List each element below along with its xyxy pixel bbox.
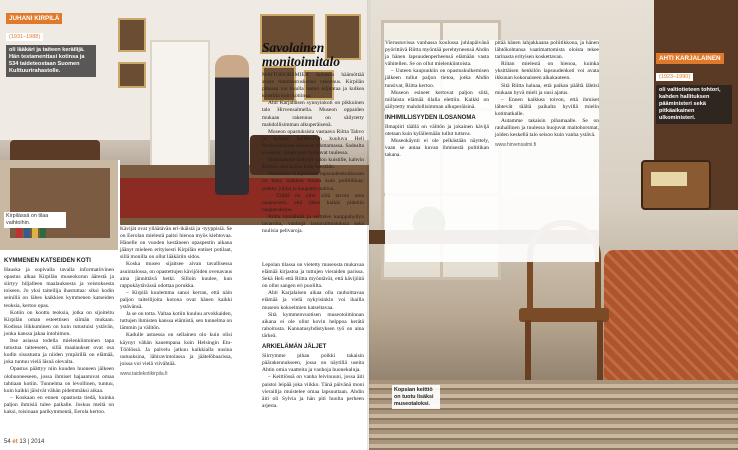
web-link[interactable]: www.taidekotikirpila.fi (120, 370, 168, 377)
paragraph: MAITOHORSMIEN lomassa häämöttää avara tummanruskeana rakennus. Kirpilän pihassa voi kuulla lasten kiljuntaa ja kulkea kuistilla kuin kotiinsa. (262, 72, 364, 100)
article-column-2 (385, 40, 489, 160)
paragraph: Istahdamme kahville talon kuistille, kahvin ääressä aika kuluu kuin itsestään. (262, 157, 364, 171)
paragraph: Sitä kymmenvuotisen museotoiminnan aikana ei ole ollut kovin helppoa kerätä rahoitusta. Kannatusyhdistyksen työ on aina tärkeä. (262, 311, 364, 339)
paragraph: Itse asiassa todella mielenkiintoinen tapa tutustua taiteeseen, sillä maalaukset ovat osa kodin sisustusta ja niiden ympärillä on elämää, joka tuntuu vielä läsnä olevalta. (4, 338, 114, 366)
kirpila-description: oli lääkäri ja taiteen keräilijä. Hän testamenttasi kotinsa ja 534 taideteostaan Suomen Kulttuurirahastolle. (6, 45, 96, 77)
inset-caption: Kirpilässä on tilaa vaihtoihin. (4, 212, 66, 228)
paragraph: – Koskaan en ennen opastusta tiedä, kuinka paljon ihmisiä tulee paikalle. Joskus meitä on kaksi, toisinaan parikymmentä, Eerola kertoo. (4, 394, 114, 415)
text-panel (385, 40, 599, 262)
paragraph: Kadulle astuessa on sellainen olo kuin olisi käynyt vähän kauempana kuin Helsingin Etu-Töölössä. Ja palvelu jatkuu kaikkialla uusina uutuuksina, lähiravintolassa ja jäätelöbaarissa, joissa voi vielä viivähtää. (120, 332, 232, 367)
magazine-name: et (12, 439, 18, 445)
karjalainen-name: AHTI KARJALAINEN (656, 53, 724, 64)
section-heading-kodit: KYMMENEN KATSEIDEN KOTI (4, 258, 91, 264)
paragraph: Ja se on totta. Valtaa kotiin kuuluu arvokkaiden, tuttujen ihmisten kanssa elämistä, sen tunnelma on lämmin ja välitön. (120, 311, 232, 332)
section-heading-ilosanoma: INHIMILLISYYDEN ILOSANOMA (385, 114, 476, 121)
paragraph: Sitä Riitta haluaa, että paikan päältä lähtisi mukaan hyvä mieli ja uusi ajatus. (495, 82, 599, 96)
paragraph: Autamme takaisin pihamaalle. Se on rauhallinen ja tuulessa huojuvat maitohorsmat, joiden keskellä talo seisoo kuin vanha ystävä. (495, 118, 599, 139)
issue-number: 13 | 2014 (19, 439, 45, 445)
paragraph: Kotiin on koottu teoksia, jotka on sijoiteltu Kirpilän oman esteettisen silmän mukaan. Kodissa liikkuminen on kuin tutustuisi ystävän, jonka kanssa jakaa intohimon. (4, 309, 114, 337)
article-column-1 (262, 72, 364, 235)
kirpila-caption (6, 7, 96, 77)
paragraph: – Kirpilä kuulemma sanoi kerran, että näin paljon taiteilijoita kotona ovat hänen kaikki ystävänsä. (120, 289, 232, 311)
left-column-2 (120, 226, 232, 378)
kirpila-years: (1931–1988) (6, 33, 43, 41)
page-folio (4, 439, 44, 445)
paragraph: Lepolan tilassa on vietetty museosta mukavaa elämää kirjastoa ja tuttujen vieraiden parissa. Sekä Heli että Riitta myöntävät, että kävijöitä on ollut sangen eri puolilta. (262, 262, 364, 290)
paragraph: Ilmapiiri täällä on välitön ja jokainen kävijä otetaan kuin kyläilemään tullut tuttava. (385, 124, 489, 138)
paragraph: Museon opastuksista vastaava Riitta Tahvo ja kuvaan halliteoihin kuuluva Heli Rummukainen seisovat odottamassa. Sadealta ei säästy; pihan puut huojuvat tuulessa. (262, 128, 364, 157)
article-column-3 (495, 40, 599, 149)
paragraph: Opastus päättyy niin kuuden huoneen jälkeen olohuoneeseen, jossa ihmiset hajaantuvat omaa tahtiaan kotiin. Tunnelma on levollinen, tuntuu, kuin kaikki jäisivät vähän pidemmäksi aikaa. (4, 366, 114, 394)
paragraph: Hauska ja sopivalla tavalla informatiivinen opastus alkaa Kirpilän museokorun äärestä ja siirtyy hiljalleen maalauksesta ja veistoksesta toiseen. Jo yksi taiteilija ihastuttaa: siksi kodin seinillä on lähes kaikkien kymmenen katseiden teoksia, kertoo opas. (4, 267, 114, 309)
left-column-1 (4, 254, 114, 416)
paragraph: – Ennen kaikkea toivon, että ihmiset lähtevät täältä paikalta hyvillä mielin kotimatkalle. (495, 96, 599, 117)
guide-figure (215, 55, 249, 195)
page-gutter (367, 0, 371, 450)
paragraph: Vierustuvissa vanhassa koulussa juhlapäivänä pyörittävä Riitta myöntää perehtyneensä Ahdin ja hänen lapsuudenperheensä elämään vasta vähitellen. Se on ollut mielenkiintoista. (385, 40, 489, 68)
article-headline: Savolainen monitoimitalo (262, 40, 341, 69)
paragraph: Museokäynti ei ole pelkästään näyttely, vaan se antaa kuvan ihmisestä politiikan takana. (385, 138, 489, 159)
paragraph: Riitta hymähtää ja esittelee kauppahyllyn tavaroita, vanhoja lasinvalmistuksia sekä tuulisia pelivaroja. (262, 213, 364, 235)
paragraph: Ahti Karjalaisen synnyinkoti on pikkuinen talo Hirvensalmella. Museon oppaiden mukaan rakennus on säilytetty mahdollisimman alkuperäisenä. (262, 100, 364, 128)
paragraph: pitää hänen lahjakkaana poliitikkona, ja hänen lähtökohtansa vaatimattomista oloista tekee tarinasta erityisen koskettavan. (495, 40, 599, 61)
paragraph: – Keittiössä on vanha leivinuuni, jossa äiti paistoi leipää joka viikko. Tänä päivänä moni vierailija muistelee omaa lapsuuttaan. Ahdin äiti oli Sylvia ja hän piti huolta perheen arjesta. (262, 374, 364, 409)
paragraph: Koska museo sijaitsee aivan tavallisessa asuintalossa, on opastettujen kävijöiden ovenavaus aina jännittävä hetki. Silloin kuulee, kun rappukäytävässä odottaa porukka. (120, 261, 232, 289)
paragraph: Valtiomies Karjalainen lapsuudenkodissaan on tehty kaikkea muuta kuin politiikkaa: pidetty juhlia ja kaupattu maitoa. (262, 171, 364, 192)
paragraph: – Uuteen kaupunkiin on opastuskulkemisen jälkeen tullut paljon tietoa, jotka Ahdin tunsivat, Riitta kertoo. (385, 68, 489, 89)
section-heading-arkielama: ARKIELÄMÄN JÄLJET (262, 344, 327, 351)
paragraph: Riitan mielestä on hienoa, kuinka yksittäisen henkilön lapsuudenkoti voi avata ikkunan kokonaiseen aikakauteen. (495, 61, 599, 82)
paragraph: – Täällä on ollut sillä tavoin oma naapurusto, että lähes kaikki pidetiin naapuruksina. (262, 192, 364, 213)
karjalainen-caption (656, 47, 732, 124)
karjalainen-description: oli valtiotieteen tohtori, kahden hallituksen pääministeri sekä pitkäaikainen ulkoministeri. (656, 85, 732, 124)
paragraph: Siirrymme pihan poikki takaisin päärakennukseen, jossa on näytillä useita Ahtin omia vaatteita ja vanhoja huonekaluja. (262, 353, 364, 374)
karjalainen-years: (1923–1990) (656, 73, 693, 81)
kitchen-caption: Kopsian keittiö on tuotu lisäksi museotaloksi. (392, 385, 440, 409)
paragraph: Museon esineet kertovat paljon siitä, millaista elämää tilalla elettiin. Kaikki on säilytetty mahdollisimman alkuperäisinä. (385, 89, 489, 110)
article-column-1b (262, 262, 364, 410)
paragraph: Ahti Karjalaisen aikaa olla rauhoittavaa elämää ja vielä nykyisinkin voi ihailla museon kokoelmien katseltavaa. (262, 290, 364, 311)
day-bed (604, 250, 738, 380)
bookshelf-photo (0, 160, 120, 252)
web-link[interactable]: www.hirvensalmi.fi (495, 142, 537, 149)
kirpila-name: JUHANI KIRPILÄ (6, 13, 62, 24)
vintage-radio (641, 160, 711, 210)
paragraph: Kävijät ovat ylläätävän eri-ikäisiä ja -tyyppisiä. Se on Eerolan mielestä paitsi hienoa myös kiehtovaa. Hänelle on vuoden kestäneen opaspestin aikana jäänyt mieleen erityisesti Kirpilän entiset potilaat, sillä monilla on ollut lääkäriin sidos. (120, 226, 232, 261)
page-number: 54 (4, 439, 11, 445)
